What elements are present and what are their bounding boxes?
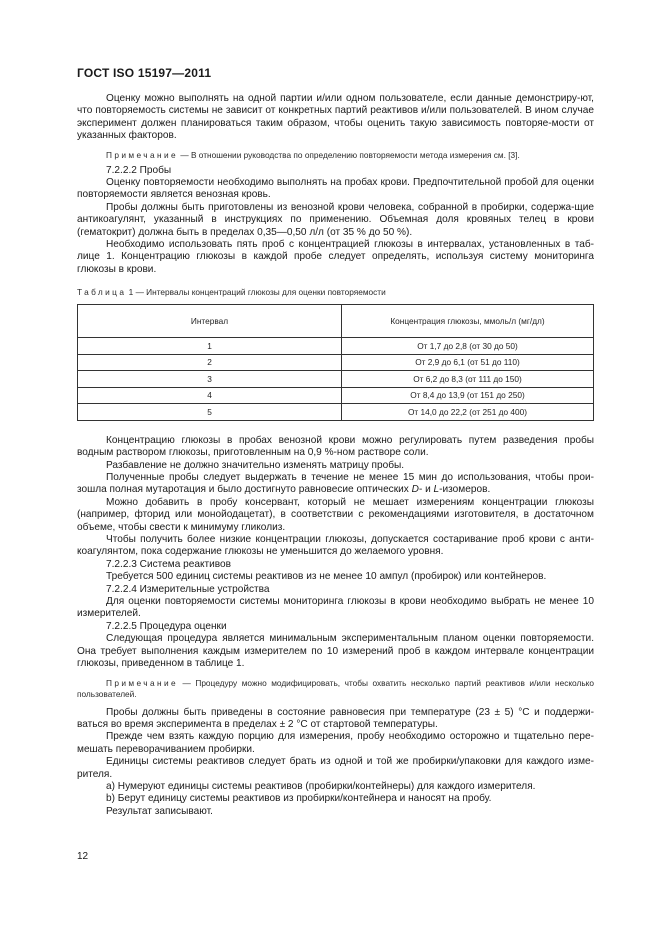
table-row: [78, 371, 594, 388]
table-caption-label: Таблица: [77, 287, 127, 298]
table-cell: 4: [78, 387, 342, 404]
note-text: — Процедуру можно модифицировать, чтобы охватить несколько партий реактивов и/или несколько пользователей.: [77, 677, 594, 699]
paragraph: Чтобы получить более низкие концентрации глюкозы, допускается состаривание проб крови с анти-коагулянтом, пока содержание глюкозы не уменьшится до желаемого уровня.: [77, 534, 594, 558]
paragraph: Концентрацию глюкозы в пробах венозной крови можно регулировать путем разведения пробы водным раствором глюкозы, приготовленным на 0,9 %-ном растворе соли.: [77, 434, 594, 459]
text-run: Полученные пробы следует выдержать в течение не менее 15 мин до использования, чтобы прои-зошла полная мутаротация и было достигнуто равновесие оптических: [77, 472, 594, 496]
paragraph: Пробы должны быть приведены в состояние равновесия при температуре (23 ± 5) °С и поддержи-ваться во время эксперимента в пределах ± 2 °С от стартовой температуры.: [77, 706, 594, 730]
paragraph: Следующая процедура является минимальным экспериментальным планом оценки повторяемости. Она требует выполнения каждым измерителем по 10 измерений проб в каждом интервале концентрации глюкозы, приведенном в таблице 1.: [77, 633, 594, 670]
list-item: b) Берут единицу системы реактивов из пробирки/контейнера и наносят на пробу.: [106, 793, 492, 805]
document-body: [77, 93, 594, 818]
table-caption-text: 1 — Интервалы концентраций глюкозы для оценки повторяемости: [126, 287, 386, 298]
table-cell: От 1,7 до 2,8 (от 30 до 50): [342, 338, 594, 355]
paragraph: Результат записывают.: [106, 805, 213, 817]
section-heading: 7.2.2.3 Система реактивов: [106, 558, 231, 570]
section-heading: 7.2.2.4 Измерительные устройства: [106, 583, 270, 595]
table-cell: От 2,9 до 6,1 (от 51 до 110): [342, 354, 594, 371]
paragraph: Единицы системы реактивов следует брать из одной и той же пробирки/упаковки для каждого изме-рителя.: [77, 756, 594, 780]
table-row: [78, 387, 594, 404]
paragraph: Пробы должны быть приготовлены из венозной крови человека, собранной в пробирки, содержа-щие антикоагулянт, указанный в инструкциях по применению. Объемная доля кровяных телец в крови (гематокрит) должна быть в пределах 0,35—0,50 л/л (от 35 % до 50 %).: [77, 201, 594, 238]
text-run: -изомеров.: [439, 484, 491, 496]
note-label: Примечание: [106, 149, 179, 160]
table-row: [78, 404, 594, 421]
paragraph: Оценку можно выполнять на одной партии и/или одном пользователе, если данные демонстриру-ют, что повторяемость системы не зависит от конкретных партий реактивов и/или пользователей. В ином случае эксперимент должен планироваться таким образом, чтобы оценить такую зависимость повторяе-мости от указанных факторов.: [77, 93, 594, 142]
note-label: Примечание: [106, 677, 179, 688]
italic-run: D: [411, 484, 419, 496]
document-header: ГОСТ ISO 15197—2011: [77, 66, 212, 80]
table-row: [78, 354, 594, 371]
table-cell: 2: [78, 354, 342, 371]
page-number: 12: [77, 851, 89, 862]
list-item: a) Нумеруют единицы системы реактивов (пробирки/контейнеры) для каждого измерителя.: [106, 780, 536, 792]
note: [77, 678, 594, 700]
italic-run: L: [433, 484, 440, 496]
glucose-intervals-table: [77, 304, 594, 421]
table-caption: [77, 287, 594, 298]
paragraph: Прежде чем взять каждую порцию для измерения, пробу необходимо осторожно и тщательно пере-мешать переворачиванием пробирки.: [77, 731, 594, 755]
table-cell: От 14,0 до 22,2 (от 251 до 400): [342, 404, 594, 421]
paragraph: Разбавление не должно значительно изменять матрицу пробы.: [106, 459, 405, 471]
table-cell: 5: [78, 404, 342, 421]
table-header-cell: Интервал: [78, 305, 342, 338]
section-heading: 7.2.2.2 Пробы: [106, 164, 172, 176]
table-cell: 1: [78, 338, 342, 355]
table-header-cell: Концентрация глюкозы, ммоль/л (мг/дл): [342, 305, 594, 338]
table-cell: 3: [78, 371, 342, 388]
paragraph: Требуется 500 единиц системы реактивов из не менее 10 ампул (пробирок) или контейнеров.: [106, 571, 547, 583]
paragraph: [77, 472, 594, 497]
section-heading: 7.2.2.5 Процедура оценки: [106, 620, 227, 632]
table-cell: От 6,2 до 8,3 (от 111 до 150): [342, 371, 594, 388]
paragraph: Оценку повторяемости необходимо выполнять на пробах крови. Предпочтительной пробой для оценки повторяемости является венозная кровь.: [77, 177, 594, 201]
text-run: - и: [418, 484, 434, 496]
paragraph: Для оценки повторяемости системы мониторинга глюкозы в крови необходимо выбрать не менее 10 измерителей.: [77, 596, 594, 620]
table-header-row: [78, 305, 594, 338]
paragraph: Можно добавить в пробу консервант, который не мешает измерениям концентрации глюкозы (например, фторид или монойодацетат), в соответствии с рекомендациями изготовителя, в достаточном объеме, чтобы свести к минимуму гликолиз.: [77, 496, 594, 533]
note: [77, 150, 594, 161]
table-row: [78, 338, 594, 355]
note-text: — В отношении руководства по определению повторяемости метода измерения см. [3].: [178, 149, 520, 160]
table-cell: От 8,4 до 13,9 (от 151 до 250): [342, 387, 594, 404]
paragraph: Необходимо использовать пять проб с концентрацией глюкозы в интервалах, установленных в таб-лице 1. Концентрацию глюкозы в каждой пробе следует определять, используя систему мониторинга глюкозы в крови.: [77, 239, 594, 275]
